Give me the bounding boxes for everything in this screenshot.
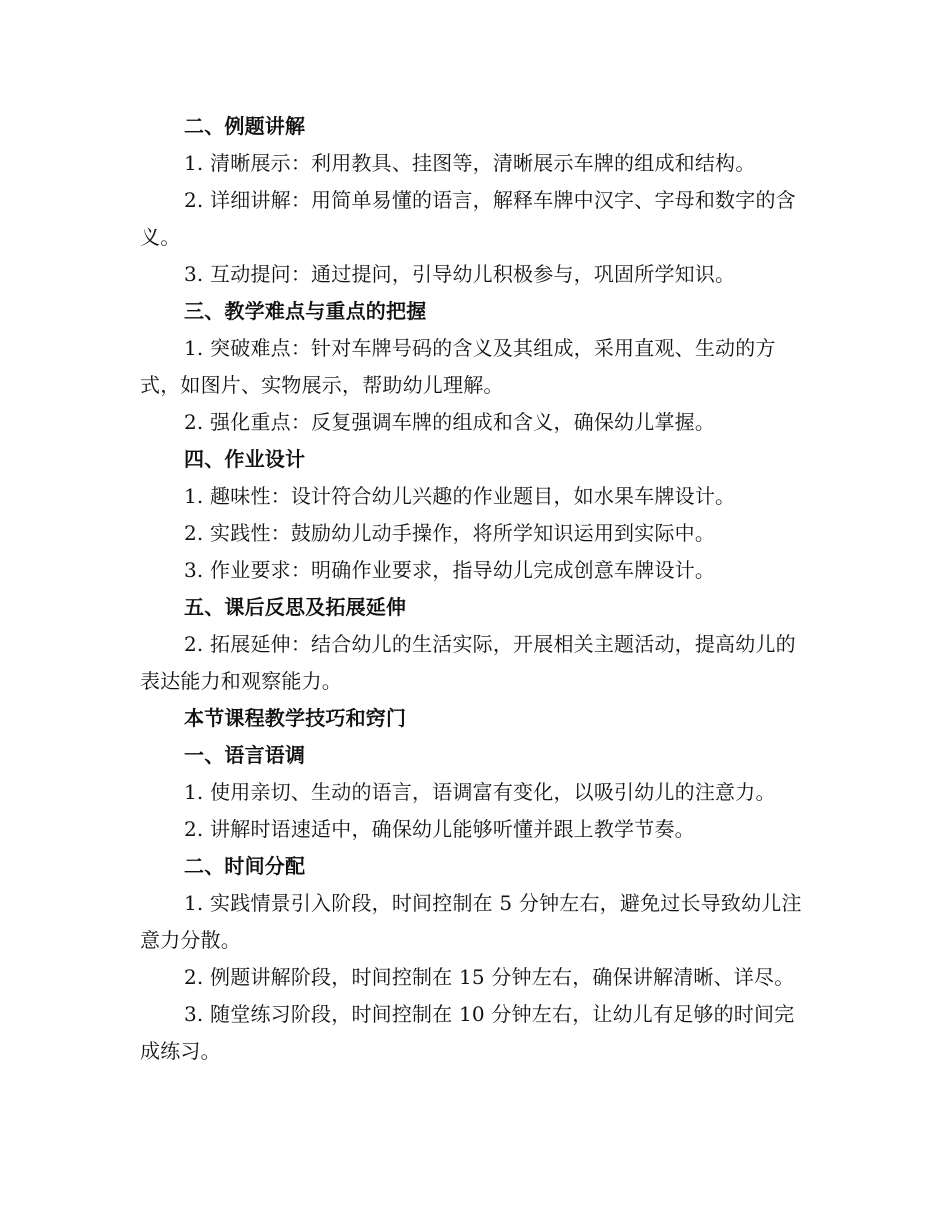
paragraph-practice-time: 3. 随堂练习阶段，时间控制在 10 分钟左右，让幼儿有足够的时间完成练习。: [140, 1002, 795, 1063]
paragraph-extension: 2. 拓展延伸：结合幼儿的生活实际，开展相关主题活动，提高幼儿的表达能力和观察能力。: [140, 632, 796, 693]
paragraph-break-through-difficulties: 1. 突破难点：针对车牌号码的含义及其组成，采用直观、生动的方式，如图片、实物展示，帮助幼儿理解。: [140, 336, 776, 397]
section-heading-homework-design: 四、作业设计: [184, 447, 306, 471]
paragraph-friendly-language: 1. 使用亲切、生动的语言，语调富有变化，以吸引幼儿的注意力。: [184, 780, 776, 804]
paragraph-strengthen-focus: 2. 强化重点：反复强调车牌的组成和含义，确保幼儿掌握。: [184, 410, 716, 434]
section-heading-reflection-and-extension: 五、课后反思及拓展延伸: [184, 595, 407, 619]
section-heading-language-tone: 一、语言语调: [184, 743, 306, 767]
paragraph-interactive-questions: 3. 互动提问：通过提问，引导幼儿积极参与，巩固所学知识。: [184, 262, 736, 286]
paragraph-fun: 1. 趣味性：设计符合幼儿兴趣的作业题目，如水果车牌设计。: [184, 484, 736, 508]
section-heading-time-allocation: 二、时间分配: [184, 854, 306, 878]
paragraph-practical: 2. 实践性：鼓励幼儿动手操作，将所学知识运用到实际中。: [184, 521, 716, 545]
paragraph-example-time: 2. 例题讲解阶段，时间控制在 15 分钟左右，确保讲解清晰、详尽。: [184, 965, 795, 989]
paragraph-clear-display: 1. 清晰展示：利用教具、挂图等，清晰展示车牌的组成和结构。: [184, 151, 756, 175]
section-heading-teaching-tips: 本节课程教学技巧和窍门: [184, 706, 407, 730]
paragraph-speaking-speed: 2. 讲解时语速适中，确保幼儿能够听懂并跟上教学节奏。: [184, 817, 695, 841]
section-heading-difficulties-and-focus: 三、教学难点与重点的把握: [184, 299, 427, 323]
paragraph-homework-requirements: 3. 作业要求：明确作业要求，指导幼儿完成创意车牌设计。: [184, 558, 716, 582]
section-heading-example-explanation: 二、例题讲解: [184, 114, 306, 138]
paragraph-introduction-time: 1. 实践情景引入阶段，时间控制在 5 分钟左右，避免过长导致幼儿注意力分散。: [140, 891, 802, 952]
paragraph-detailed-explanation: 2. 详细讲解：用简单易懂的语言，解释车牌中汉字、字母和数字的含义。: [140, 188, 796, 249]
document-content: [140, 108, 810, 1070]
